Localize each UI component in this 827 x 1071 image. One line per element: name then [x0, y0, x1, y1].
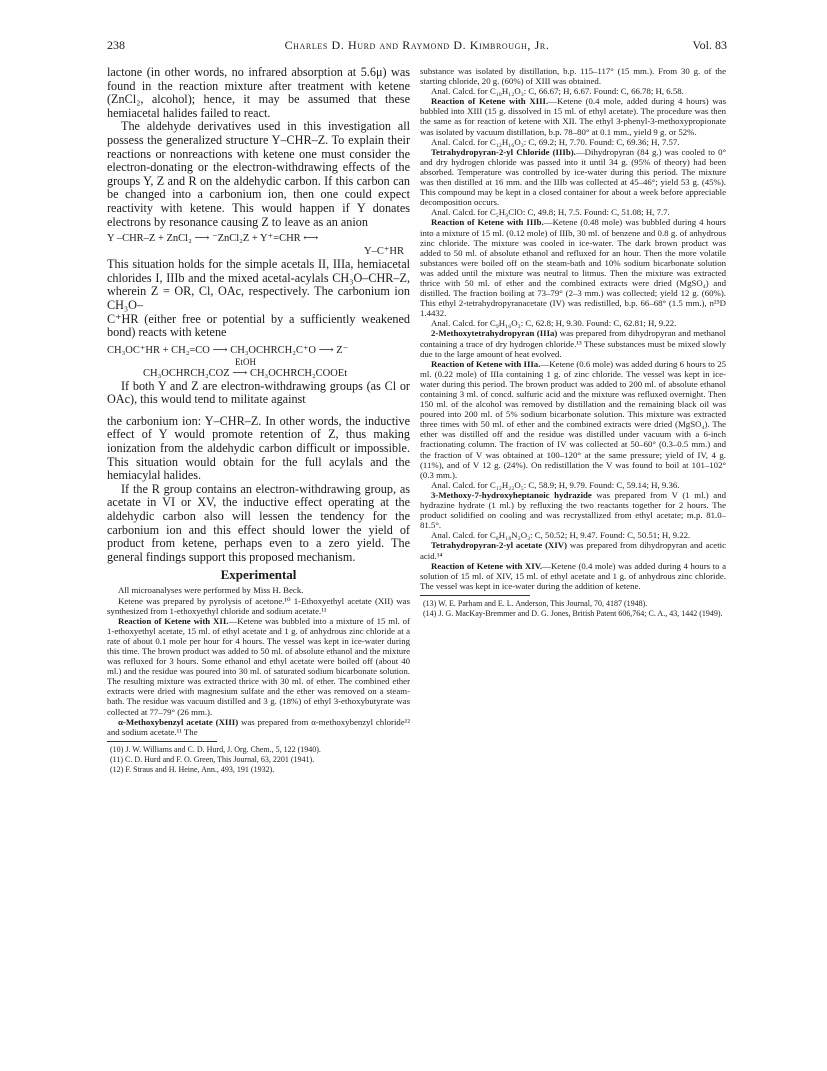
paragraph: Tetrahydropyran-2-yl acetate (XIV) was prepared from dihydropyran and acetic acid.¹⁴ — [420, 540, 726, 561]
paragraph: Reaction of Ketene with IIIb.—Ketene (0.48 mole) was bubbled during 4 hours into a mixture of 15 ml. (0.12 mole) of IIIb, 30 ml. of benzene and 0.8 g. of anhydrous zinc chloride. The mixture was cooled in ice-water. The dark brown product was added to 50 ml. of absolute ethanol and refluxed for an hour. Then the more volatile substances were boiled off on the steam-bath and 10% sodium bicarbonate solution was added until the mixture was neutral to litmus. Then the mixture was extracted thrice with 50 ml. of ether and the combined extracts were dried (MgSO₄) and distilled. The fraction boiling at 73–79° (2–3 mm.) was collected; yield 12 g. (60%). This ethyl 2-tetrahydropyranacetate (IV) was redistilled, b.p. 66–68° (1.5 mm.), n²⁵D 1.4432. — [420, 217, 726, 319]
run-in-heading: Reaction of Ketene with IIIb. — [431, 217, 544, 228]
footnote-rule — [420, 595, 530, 596]
equation-resonance: Y –CHR–Z + ZnCl₂ ⟶ ⁻ZnCl₂Z + Y⁺=CHR ⟷ — [107, 233, 319, 245]
footnotes — [107, 745, 410, 775]
paragraph: If both Y and Z are electron-withdrawing groups (as Cl or OAc), this would tend to militate against — [107, 378, 410, 407]
run-in-heading: Tetrahydropyran-2-yl Chloride (IIIb). — [431, 146, 576, 157]
paragraph: substance was isolated by distillation, b.p. 115–117° (15 mm.). From 30 g. of the starting chloride, 20 g. (60%) of XIII was obtained. — [420, 66, 726, 87]
analysis: Anal. Calcd. for C₁₂H₁₆O₃: C, 69.2; H, 7.70. Found: C, 69.36; H, 7.57. — [431, 136, 680, 147]
analysis: Anal. Calcd. for C₉H₁₆O₃: C, 62.8; H, 9.30. Found: C, 62.81; H, 9.22. — [431, 318, 677, 329]
footnotes — [420, 599, 726, 619]
paragraph: All microanalyses were performed by Miss H. Beck. — [118, 585, 304, 596]
running-title-authors: Charles D. Hurd and Raymond D. Kimbrough, Jr. — [284, 38, 550, 52]
run-in-heading: 2-Methoxytetrahydropyran (IIIa) — [431, 328, 558, 339]
analysis: Anal. Calcd. for C₈H₁₈N₂O₃: C, 50.52; H, 9.47. Found: C, 50.51; H, 9.22. — [431, 530, 691, 541]
paragraph: the carbonium ion: Y–CHR–Z. In other words, the inductive effect of Y would promote retention of Z, thus making ionization from the aldehydic carbon difficult or impossible. This situation would obtain for the full acylals and the hemiacylal halides. — [107, 413, 410, 483]
equation-reagent: EtOH — [235, 356, 256, 367]
footnote-14: (14) J. G. MacKay-Bremmer and D. G. Jones, British Patent 606,764; C. A., 43, 1442 (1949). — [423, 608, 723, 618]
footnote-rule — [107, 741, 217, 742]
run-in-heading: α-Methoxybenzyl acetate (XIII) — [118, 716, 239, 727]
run-in-heading: Reaction of Ketene with XII. — [118, 615, 229, 626]
analysis: Anal. Calcd. for C₁₀H₁₂O₃: C, 66.67; H, 6.67. Found: C, 66.78; H, 6.58. — [431, 86, 684, 97]
footnote-11: (11) C. D. Hurd and F. O. Green, This Journal, 63, 2201 (1941). — [110, 754, 315, 764]
paragraph: 2-Methoxytetrahydropyran (IIIa) was prepared from dihydropyran and methanol containing a trace of dry hydrogen chloride.¹³ These substances must be mixed slowly due to the large amount of heat evolved. — [420, 328, 726, 359]
analysis: Anal. Calcd. for C₅H₉ClO: C, 49.8; H, 7.5. Found: C, 51.08; H, 7.7. — [431, 207, 670, 218]
run-in-heading: Reaction of Ketene with XIV. — [431, 560, 543, 571]
footnote-12: (12) F. Straus and H. Heine, Ann., 493, 191 (1932). — [110, 764, 275, 774]
equation-esterification: CH₃OCHRCH₂COZ ⟶ CH₃OCHRCH₂COOEt — [143, 367, 348, 379]
analysis: Anal. Calcd. for C₁₂H₂₂O₅: C, 58.9; H, 9.79. Found: C, 59.14; H, 9.36. — [431, 479, 680, 490]
left-column — [107, 66, 410, 775]
paragraph: Ketene was prepared by pyrolysis of acetone.¹⁰ 1-Ethoxyethyl acetate (XII) was synthesized from 1-ethoxyethyl chloride and sodium acetate.¹¹ — [107, 595, 410, 616]
paragraph: lactone (in other words, no infrared absorption at 5.6μ) was found in the reaction mixture after treatment with ketene (ZnCl₂, alcohol); hence, it may be assumed that these hemiacetal halides failed to react. — [107, 66, 410, 120]
page-number: 238 — [107, 38, 125, 52]
paragraph: Reaction of Ketene with IIIa.—Ketene (0.6 mole) was added during 6 hours to 25 ml. (0.22 mole) of IIIa containing 1 g. of zinc chloride. The vessel was kept in ice-water during this period. The brown product was added to 200 ml. of absolute ethanol containing 3 ml. of concd. sulfuric acid and the mixture was refluxed overnight. Then 150 ml. of the alcohol was removed by distillation and the remaining black oil was poured into 200 ml. of 5% sodium bicarbonate solution. This mixture was extracted three times with 50 ml. of ether and the combined extracts were dried (MgSO₄). The ether was distilled off and the residue was distilled under vacuum with a 6-inch fractionating column. The fraction of IV was collected at 50–60° (0.3–0.5 mm.) and the fraction of V was obtained at 100–120° at the same pressure; yield of IV, 4 g. (11%), and of V 12 g. (24%). On redistillation the V was found to boil at 101–102° (0.3 mm.). — [420, 358, 726, 480]
paragraph: Tetrahydropyran-2-yl Chloride (IIIb).—Dihydropyran (84 g.) was cooled to 0° and dry hydrogen chloride was passed into it until 34 g. (95% of theory) had been absorbed. Temperature was controlled by ice-water during this period. The mixture was then distilled at 16 mm. and the IIIb was collected at 45–46°; yield 53 g. (45%). This compound may be kept in a closed container for about a week before appreciable decomposition occurs. — [420, 146, 726, 208]
paragraph: C⁺HR (either free or potential by a sufficiently weakened bond) reacts with ketene — [107, 311, 410, 340]
paragraph: The aldehyde derivatives used in this investigation all possess the generalized structure Y–CHR–Z. To explain their reactions or nonreactions with ketene one must consider the electron-donating or the electron-withdrawing effects of the groups Y, Z and R on the aldehydic carbon. If this carbon can be changed into a carbonium ion, then one could expect reactivity with ketene. This would happen if Y donates electrons by resonance causing Z to leave as an anion — [107, 119, 410, 229]
volume-label: Vol. 83 — [692, 38, 727, 52]
equation-ketene-addition: CH₃OC⁺HR + CH₂=CO ⟶ CH₃OCHRCH₂C⁺O ⟶ Z⁻ — [107, 344, 349, 356]
paragraph: α-Methoxybenzyl acetate (XIII) was prepared from α-methoxybenzyl chloride¹² and sodium acetate.¹¹ The — [107, 716, 410, 737]
footnote-10: (10) J. W. Williams and C. D. Hurd, J. Org. Chem., 5, 122 (1940). — [110, 744, 321, 754]
paragraph: Reaction of Ketene with XII.—Ketene was bubbled into a mixture of 15 ml. of 1-ethoxyethyl acetate, 15 ml. of ethyl acetate and 1 g. of anhydrous zinc chloride at a rate of about 0.1 mole per hour for 4 hours. The vessel was kept in ice-water during this time. The brown product was added to 50 ml. of absolute ethanol and the mixture was refluxed for 3 hours. Some ethanol and ethyl acetate were boiled off (about 40 ml.) and the residue was poured into 30 ml. of saturated sodium bicarbonate solution. The resulting mixture was extracted thrice with 30 ml. of ether. The combined ether extracts were dried with magnesium sulfate and the ether was removed on a steam-bath. The residue was vacuum distilled and 3 g. (18%) of ethyl 3-ethoxybutyrate was collected at 77–79° (26 mm.). — [107, 615, 410, 717]
paragraph: Reaction of Ketene with XIII.—Ketene (0.4 mole, added during 4 hours) was bubbled into XIII (15 g. dissolved in 15 ml. of ethyl acetate). The procedure was then the same as for reaction of ketene with XII. The ethyl 3-phenyl-3-methoxypropionate was isolated by vacuum distillation, b.p. 78–80° at 0.1 mm., yield 9 g. or 52%. — [420, 96, 726, 137]
run-in-heading: Reaction of Ketene with XIII. — [431, 96, 549, 107]
paragraph: 3-Methoxy-7-hydroxyheptanoic hydrazide was prepared from V (1 ml.) and hydrazine hydrate (1 ml.) by refluxing the two reactants together for 2 hours. The product solidified on cooling and was recrystallized from ethyl acetate; m.p. 81.0–81.5°. — [420, 489, 726, 531]
paragraph: Reaction of Ketene with XIV.—Ketene (0.4 mole) was added during 4 hours to a solution of 15 ml. of XIV, 15 ml. of ethyl acetate and 1 g. of anhydrous zinc chloride. The vessel was kept in ice-water during the addition of ketene. — [420, 560, 726, 591]
paragraph: This situation holds for the simple acetals II, IIIa, hemiacetal chlorides I, IIIb and the mixed acetal-acylals CH₃O–CHR–Z, wherein Z = OR, Cl, OAc, respectively. The carbonium ion CH₃O– — [107, 257, 410, 312]
section-heading: Experimental — [220, 567, 297, 583]
running-header — [107, 38, 727, 54]
run-in-heading: Reaction of Ketene with IIIa. — [431, 358, 541, 369]
run-in-heading: 3-Methoxy-7-hydroxyheptanoic hydrazide — [431, 489, 592, 500]
right-column — [420, 66, 726, 619]
equation-resonance-form: Y–C⁺HR — [364, 246, 404, 258]
footnote-13: (13) W. E. Parham and E. L. Anderson, This Journal, 70, 4187 (1948). — [423, 598, 648, 608]
paragraph: If the R group contains an electron-withdrawing group, as acetate in VI or XV, the inductive effect operating at the aldehydic carbon also will lessen the tendency for the carbonium ion and this effect should lower the yield of product from ketene, perhaps even to a zero yield. The general findings support this proposed mechanism. — [107, 481, 410, 564]
run-in-heading: Tetrahydropyran-2-yl acetate (XIV) — [431, 540, 568, 551]
